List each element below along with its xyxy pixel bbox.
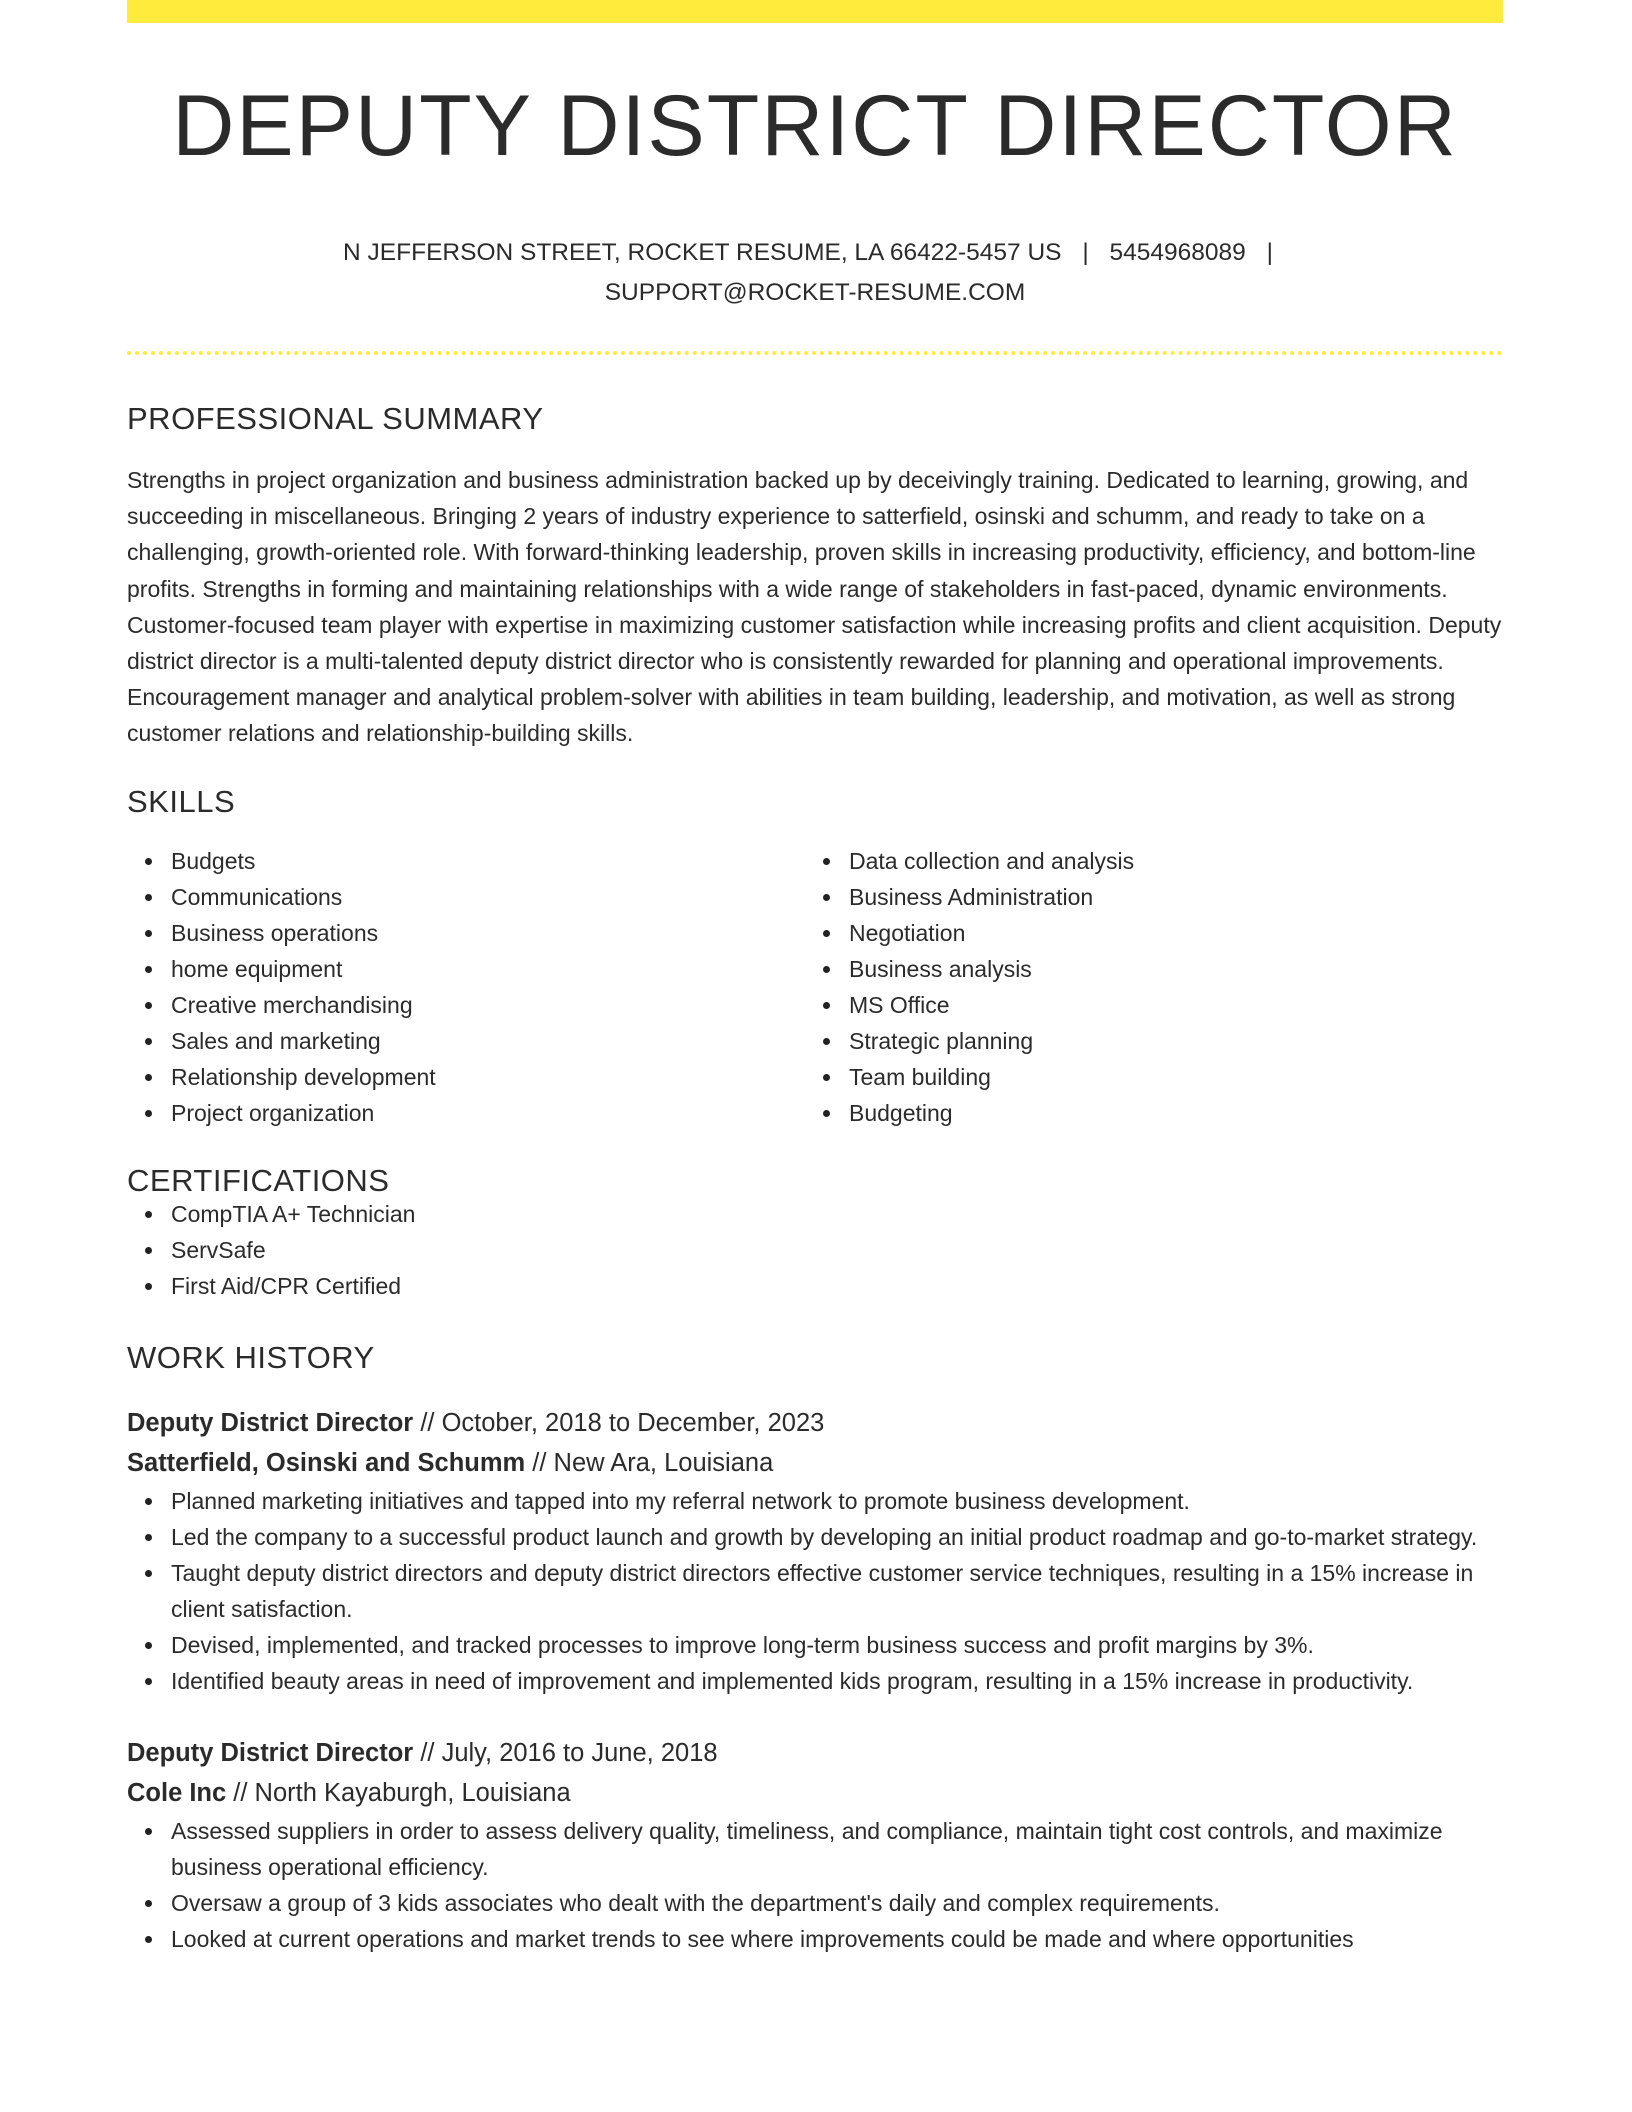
job-company-line (127, 1773, 1503, 1813)
skill-item: Communications (171, 879, 805, 915)
job-bullet: Devised, implemented, and tracked processes to improve long-term business success and profit margins by 3%. (171, 1627, 1503, 1663)
job-bullet: Oversaw a group of 3 kids associates who dealt with the department's daily and complex requirements. (171, 1885, 1503, 1921)
skills-list-right (805, 843, 1483, 1131)
skill-item: Business analysis (849, 951, 1483, 987)
dotted-divider (127, 351, 1503, 355)
resume-name: DEPUTY DISTRICT DIRECTOR (172, 78, 1458, 174)
skill-item: MS Office (849, 987, 1483, 1023)
job-role-line (127, 1403, 1503, 1443)
accent-top-bar (127, 0, 1503, 23)
certification-item: First Aid/CPR Certified (171, 1268, 1503, 1304)
job-bullet: Taught deputy district directors and deputy district directors effective customer service techniques, resulting in a 15% increase in client satisfaction. (171, 1555, 1503, 1627)
job-entry (127, 1403, 1503, 1699)
skill-item: home equipment (171, 951, 805, 987)
job-bullet: Identified beauty areas in need of improvement and implemented kids program, resulting in a 15% increase in productivity. (171, 1663, 1503, 1699)
job-bullet: Led the company to a successful product launch and growth by developing an initial product roadmap and go-to-market strategy. (171, 1519, 1503, 1555)
job-company: Satterfield, Osinski and Schumm (127, 1448, 526, 1477)
contact-separator: | (1082, 239, 1089, 266)
job-company-line (127, 1443, 1503, 1483)
job-role-line (127, 1733, 1503, 1773)
skill-item: Budgeting (849, 1095, 1483, 1131)
job-bullets (127, 1813, 1503, 1957)
certification-item: CompTIA A+ Technician (171, 1196, 1503, 1232)
job-role: Deputy District Director (127, 1738, 414, 1767)
job-bullet: Assessed suppliers in order to assess delivery quality, timeliness, and compliance, maintain tight cost controls, and maximize business operational efficiency. (171, 1813, 1503, 1885)
skills-list-left (127, 843, 805, 1131)
summary-text: Strengths in project organization and business administration backed up by deceivingly training. Dedicated to learning, growing, and succeeding in miscellaneous. Bringing 2 years of industry experience to satterfield, osinski and schumm, and ready to take on a challenging, growth-oriented role. With forward-thinking leadership, proven skills in increasing productivity, efficiency, and bottom-line profits. Strengths in forming and maintaining relationships with a wide range of stakeholders in fast-paced, dynamic environments. Customer-focused team player with expertise in maximizing customer satisfaction while increasing profits and client acquisition. Deputy district director is a multi-talented deputy district director who is consistently rewarded for planning and operational improvements. Encouragement manager and analytical problem-solver with abilities in team building, leadership, and motivation, as well as strong customer relations and relationship-building skills. (127, 467, 1502, 747)
job-location: // New Ara, Louisiana (525, 1448, 774, 1477)
skill-item: Sales and marketing (171, 1023, 805, 1059)
resume-page (127, 0, 1503, 1957)
skill-item: Creative merchandising (171, 987, 805, 1023)
contact-separator: | (1266, 239, 1273, 266)
job-company: Cole Inc (127, 1778, 227, 1807)
skill-item: Data collection and analysis (849, 843, 1483, 879)
certifications-list (127, 1196, 1503, 1304)
job-bullet: Planned marketing initiatives and tapped into my referral network to promote business development. (171, 1483, 1503, 1519)
skill-item: Business Administration (849, 879, 1483, 915)
section-title-work-history: WORK HISTORY (127, 1339, 375, 1375)
section-title-certifications: CERTIFICATIONS (127, 1162, 390, 1198)
job-dates: // July, 2016 to June, 2018 (413, 1738, 718, 1767)
section-title-summary: PROFESSIONAL SUMMARY (127, 401, 544, 436)
skill-item: Project organization (171, 1095, 805, 1131)
job-entry (127, 1733, 1503, 1957)
contact-phone: 5454968089 (1109, 239, 1246, 266)
skill-item: Strategic planning (849, 1023, 1483, 1059)
skill-item: Business operations (171, 915, 805, 951)
job-bullets (127, 1483, 1503, 1699)
skill-item: Team building (849, 1059, 1483, 1095)
certification-item: ServSafe (171, 1232, 1503, 1268)
skill-item: Relationship development (171, 1059, 805, 1095)
job-location: // North Kayaburgh, Louisiana (226, 1778, 571, 1807)
skill-item: Budgets (171, 843, 805, 879)
skill-item: Negotiation (849, 915, 1483, 951)
job-bullet: Looked at current operations and market trends to see where improvements could be made and where opportunities (171, 1921, 1503, 1957)
section-title-skills: SKILLS (127, 783, 236, 819)
contact-email[interactable]: SUPPORT@ROCKET-RESUME.COM (604, 279, 1026, 306)
contact-info (127, 233, 1503, 313)
job-dates: // October, 2018 to December, 2023 (413, 1408, 825, 1437)
job-role: Deputy District Director (127, 1408, 414, 1437)
contact-address: N JEFFERSON STREET, ROCKET RESUME, LA 66422-5457 US (343, 239, 1062, 266)
skills-columns (127, 843, 1503, 1131)
